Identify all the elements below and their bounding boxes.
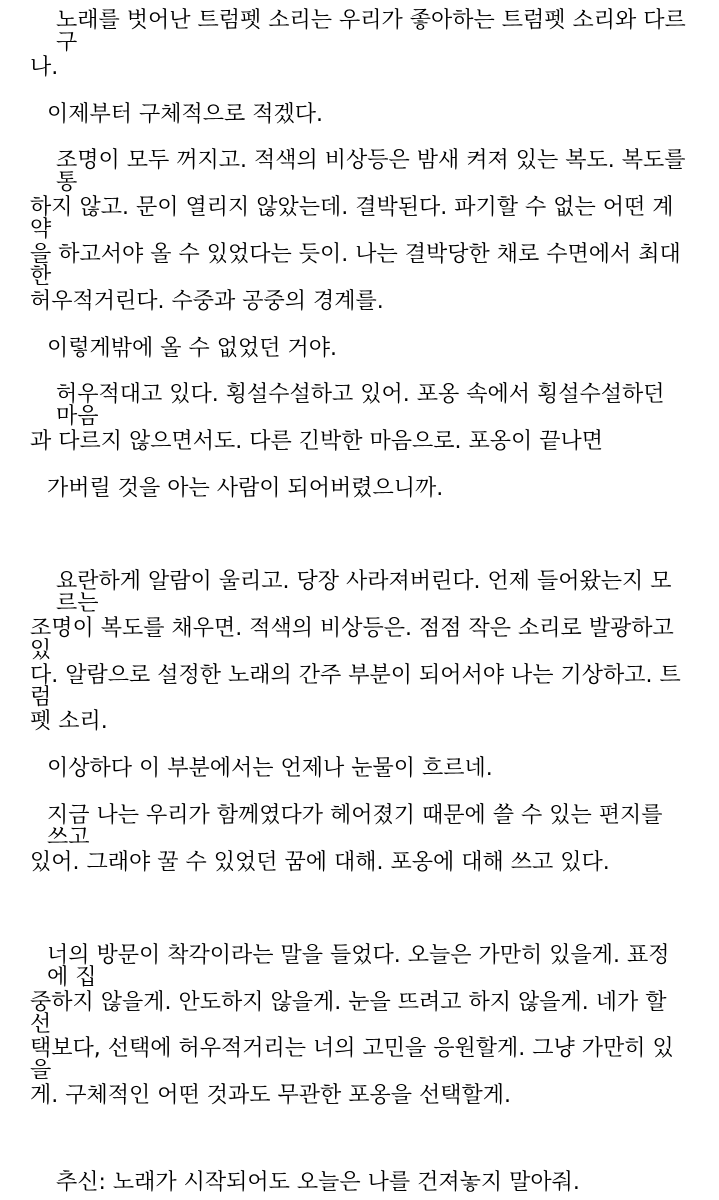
text-line: 중하지 않을게. 안도하지 않을게. 눈을 뜨려고 하지 않을게. 네가 할 선 bbox=[30, 990, 667, 1037]
text-line: 허우적거린다. 수중과 공중의 경계를. bbox=[30, 289, 384, 314]
text-line: 가버릴 것을 아는 사람이 되어버렸으니까. bbox=[47, 476, 444, 501]
text-line: 이제부터 구체적으로 적겠다. bbox=[47, 102, 324, 127]
text-line: 조명이 복도를 채우면. 적색의 비상등은. 점점 작은 소리로 발광하고 있 bbox=[30, 616, 674, 663]
text-line: 있어. 그래야 꿀 수 있었던 꿈에 대해. 포옹에 대해 쓰고 있다. bbox=[30, 850, 610, 875]
text-line: 과 다르지 않으면서도. 다른 긴박한 마음으로. 포옹이 끝나면 bbox=[30, 429, 603, 454]
text-line: 펫 소리. bbox=[30, 709, 108, 734]
text-line: 다. 알람으로 설정한 노래의 간주 부분이 되어서야 나는 기상하고. 트럼 bbox=[30, 663, 681, 710]
text-line: 추신: 노래가 시작되어도 오늘은 나를 건져놓지 말아줘. bbox=[56, 1170, 580, 1195]
text-line: 노래를 벗어난 트럼펫 소리는 우리가 좋아하는 트럼펫 소리와 다르구 bbox=[56, 8, 686, 55]
text-line: 조명이 모두 꺼지고. 적색의 비상등은 밤새 켜져 있는 복도. 복도를 통 bbox=[56, 148, 686, 195]
text-line: 이렇게밖에 올 수 없었던 거야. bbox=[47, 336, 337, 361]
text-line: 게. 구체적인 어떤 것과도 무관한 포옹을 선택할게. bbox=[30, 1083, 511, 1108]
text-line: 요란하게 알람이 울리고. 당장 사라져버린다. 언제 들어왔는지 모르는 bbox=[56, 569, 672, 616]
text-line: 지금 나는 우리가 함께였다가 헤어졌기 때문에 쓸 수 있는 편지를 쓰고 bbox=[47, 803, 663, 850]
text-line: 택보다, 선택에 허우적거리는 너의 고민을 응원할게. 그냥 가만히 있을 bbox=[30, 1036, 674, 1083]
text-line: 이상하다 이 부분에서는 언제나 눈물이 흐르네. bbox=[47, 756, 493, 781]
text-line: 허우적대고 있다. 횡설수설하고 있어. 포옹 속에서 횡설수설하던 마음 bbox=[56, 382, 665, 429]
text-line: 너의 방문이 착각이라는 말을 들었다. 오늘은 가만히 있을게. 표정에 집 bbox=[47, 943, 670, 990]
text-line: 을 하고서야 올 수 있었다는 듯이. 나는 결박당한 채로 수면에서 최대한 bbox=[30, 242, 681, 289]
text-line: 나. bbox=[30, 55, 59, 80]
text-line: 하지 않고. 문이 열리지 않았는데. 결박된다. 파기할 수 없는 어떤 계약 bbox=[30, 195, 674, 242]
